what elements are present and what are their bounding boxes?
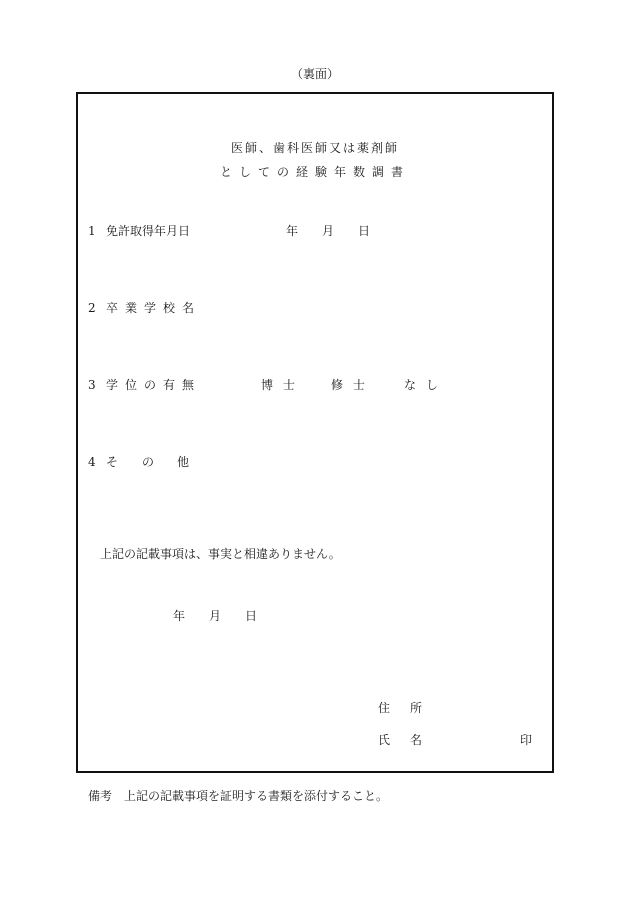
degree-option-doctor: 博 士 — [261, 378, 298, 392]
form-title-line1: 医師、歯科医師又は薬剤師 — [230, 141, 399, 155]
item2-number: 2 — [88, 301, 96, 315]
item4-number: 4 — [88, 455, 96, 469]
item3-number: 3 — [88, 378, 96, 392]
item1-year-label: 年 — [286, 224, 299, 238]
seal-mark: 印 — [520, 733, 533, 747]
item4-label-part2: の — [142, 455, 155, 469]
signature-year-label: 年 — [173, 609, 186, 623]
footnote-remarks: 備考 上記の記載事項を証明する書類を添付すること。 — [88, 789, 389, 803]
form-frame — [76, 92, 554, 773]
declaration-text: 上記の記載事項は、事実と相違ありません。 — [100, 547, 341, 561]
name-label: 氏 名 — [378, 733, 427, 747]
item1-day-label: 日 — [358, 224, 371, 238]
degree-option-master: 修 士 — [331, 378, 368, 392]
item4-label-part3: 他 — [177, 455, 190, 469]
item1-month-label: 月 — [322, 224, 335, 238]
form-title-line2: としての経験年数調書 — [219, 165, 410, 179]
address-label: 住 所 — [378, 701, 427, 715]
item1-label: 免許取得年月日 — [106, 224, 191, 238]
page-side-label: （裏面） — [290, 67, 339, 81]
item4-label-part1: そ — [106, 455, 119, 469]
signature-day-label: 日 — [245, 609, 258, 623]
degree-option-none: な し — [404, 378, 441, 392]
item2-label: 卒業学校名 — [106, 301, 202, 315]
item3-label: 学位の有無 — [106, 378, 202, 392]
item1-number: 1 — [88, 224, 96, 238]
signature-month-label: 月 — [209, 609, 222, 623]
